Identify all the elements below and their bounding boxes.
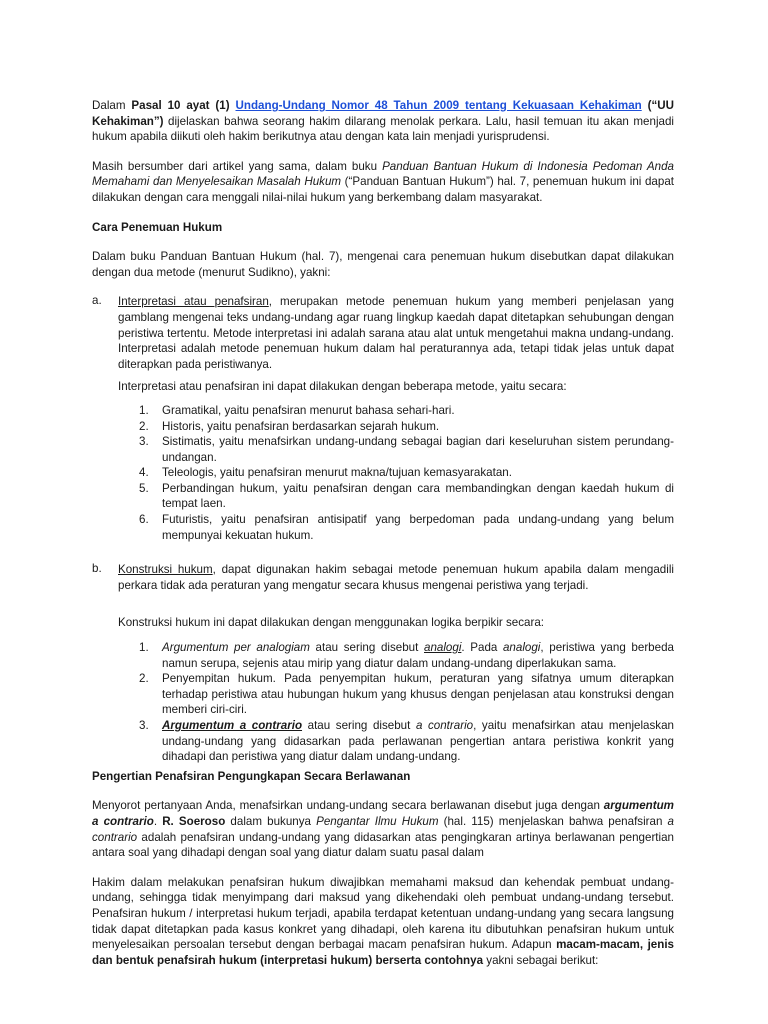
list-item: 3. Sistimatis, yaitu menafsirkan undang-undang sebagai bagian dari keseluruhan sistem perundang-undangan.: [139, 435, 674, 464]
list-item: 5. Perbandingan hukum, yaitu penafsiran dengan cara membandingkan dengan kaedah hukum di tempat laen.: [139, 481, 674, 511]
book-title: Panduan Bantuan Hukum di Indonesia Pedoman Anda Memahami dan Menyelesaikan Masalah Hukum: [92, 159, 674, 189]
list-item: 2. Penyempitan hukum. Pada penyempitan hukum, peraturan yang sifatnya umum diterapkan terhadap peristiwa atau hubungan hukum yang khusus dengan penjelasan atau konstruksi dengan memberi ciri-ciri.: [139, 672, 674, 717]
pasal-reference: Pasal 10 ayat (1): [131, 99, 230, 112]
document-page: [92, 98, 674, 968]
konstruksi-intro: Konstruksi hukum ini dapat dilakukan dengan menggunakan logika berpikir secara:: [118, 616, 545, 630]
list-item: 6. Futuristis, yaitu penafsiran antisipatif yang berpedoman pada undang-undang yang belum mempunyai kekuatan hukum.: [139, 513, 674, 542]
list-item-interpretasi: [92, 294, 674, 395]
list-marker: b.: [92, 562, 102, 576]
list-marker: a.: [92, 294, 102, 308]
konstruksi-definition: Konstruksi hukum, dapat digunakan hakim sebagai metode penemuan hukum apabila dalam mengadili perkara tidak ada peraturan yang mengatur secara khusus mengenai peristiwa yang terjadi.: [118, 563, 674, 592]
author-name: R. Soeroso: [162, 814, 226, 828]
uu-kehakiman-link[interactable]: Undang-Undang Nomor 48 Tahun 2009 tentang Kekuasaan Kehakiman: [235, 99, 642, 112]
list-item: 1. Argumentum per analogiam atau sering disebut analogi. Pada analogi, peristiwa yang berbeda namun serupa, sejenis atau mirip yang diatur dalam undang-undang diperlakukan sama.: [139, 641, 674, 670]
list-item: 4. Teleologis, yaitu penafsiran menurut makna/tujuan kemasyarakatan.: [139, 466, 512, 480]
term-interpretasi: Interpretasi atau penafsiran: [118, 295, 269, 309]
heading-penafsiran-berlawanan: Pengertian Penafsiran Pengungkapan Secara Berlawanan: [92, 769, 411, 783]
list-item: 1. Gramatikal, yaitu penafsiran menurut bahasa sehari-hari.: [139, 403, 455, 417]
list-item: 2. Historis, yaitu penafsiran berdasarkan sejarah hukum.: [139, 419, 440, 433]
paragraph-uu-kehakiman: Dalam Pasal 10 ayat (1) Undang-Undang Nomor 48 Tahun 2009 tentang Kekuasaan Kehakiman (“UU Kehakiman”) dijelaskan bahwa seorang hakim dilarang menolak perkara. Lalu, hasil temuan itu akan menjadi hukum apabila diikuti oleh hakim berikutnya atau dengan kata lain menjadi yurisprudensi.: [92, 99, 675, 144]
paragraph-panduan-bantuan-hukum: Masih bersumber dari artikel yang sama, dalam buku Panduan Bantuan Hukum di Indonesia Pedoman Anda Memahami dan Menyelesaikan Masalah Hukum (“Panduan Bantuan Hukum”) hal. 7, penemuan hukum ini dapat dilakukan dengan cara menggali nilai-nilai hukum yang berkembang dalam masyarakat.: [92, 159, 674, 204]
paragraph-dua-metode: Dalam buku Panduan Bantuan Hukum (hal. 7), mengenai cara penemuan hukum disebutkan dapat dilakukan dengan dua metode (menurut Sudikno), yakni:: [92, 250, 674, 279]
interpretasi-definition: Interpretasi atau penafsiran, merupakan metode penemuan hukum yang memberi penjelasan yang gamblang mengenai teks undang-undang agar ruang lingkup kaedah dapat ditetapkan sehubungan dengan peristiwa tertentu. Metode interpretasi ini adalah sarana atau alat untuk mengetahui makna undang-undang. Interpretasi adalah metode penemuan hukum dalam hal peraturannya ada, tetapi tidak jelas untuk dapat diterapkan pada peristiwanya.: [118, 295, 674, 371]
konstruksi-logic-list: [92, 640, 674, 765]
list-item-konstruksi: [92, 562, 674, 631]
interpretasi-intro: Interpretasi atau penafsiran ini dapat dilakukan dengan beberapa metode, yaitu secara:: [118, 380, 567, 394]
term-konstruksi: Konstruksi hukum: [118, 563, 213, 577]
book-title: Pengantar Ilmu Hukum: [316, 814, 439, 828]
list-item: 3. Argumentum a contrario atau sering disebut a contrario, yaitu menafsirkan atau menjelaskan undang-undang yang didasarkan pada perlawanan pengertian antara peristiwa konkrit yang dihadapi dan peristiwa yang diatur dalam undang-undang.: [139, 719, 674, 764]
interpretasi-methods-list: [92, 403, 674, 543]
paragraph-argumentum-a-contrario: Menyorot pertanyaan Anda, menafsirkan undang-undang secara berlawanan disebut juga dengan argumentum a contrario. R. Soeroso dalam bukunya Pengantar Ilmu Hukum (hal. 115) menjelaskan bahwa penafsiran a contrario adalah penafsiran undang-undang yang didasarkan atas pengingkaran artinya berlawanan pengertian antara soal yang dihadapi dengan soal yang diatur dalam suatu pasal dalam: [92, 799, 674, 860]
paragraph-penafsiran-hukum: Hakim dalam melakukan penafsiran hukum diwajibkan memahami maksud dan kehendak pembuat undang-undang, sehingga tidak menyimpang dari maksud yang dikehendaki oleh pembuat undang-undang tersebut. Penafsiran hukum / interpretasi hukum terjadi, apabila terdapat ketentuan undang-undang yang secara langsung tidak dapat ditetapkan pada kasus konkret yang dihadapi, oleh karena itu dibutuhkan penafsiran hukum untuk menyelesaikan persoalan tersebut dengan berbagai macam penafsiran hukum. Adapun macam-macam, jenis dan bentuk penafsirah hukum (interpretasi hukum) berserta contohnya yakni sebagai berikut:: [92, 875, 674, 967]
heading-cara-penemuan-hukum: Cara Penemuan Hukum: [92, 220, 223, 234]
uu-kehakiman-abbr: (“UU Kehakiman”): [92, 99, 675, 128]
